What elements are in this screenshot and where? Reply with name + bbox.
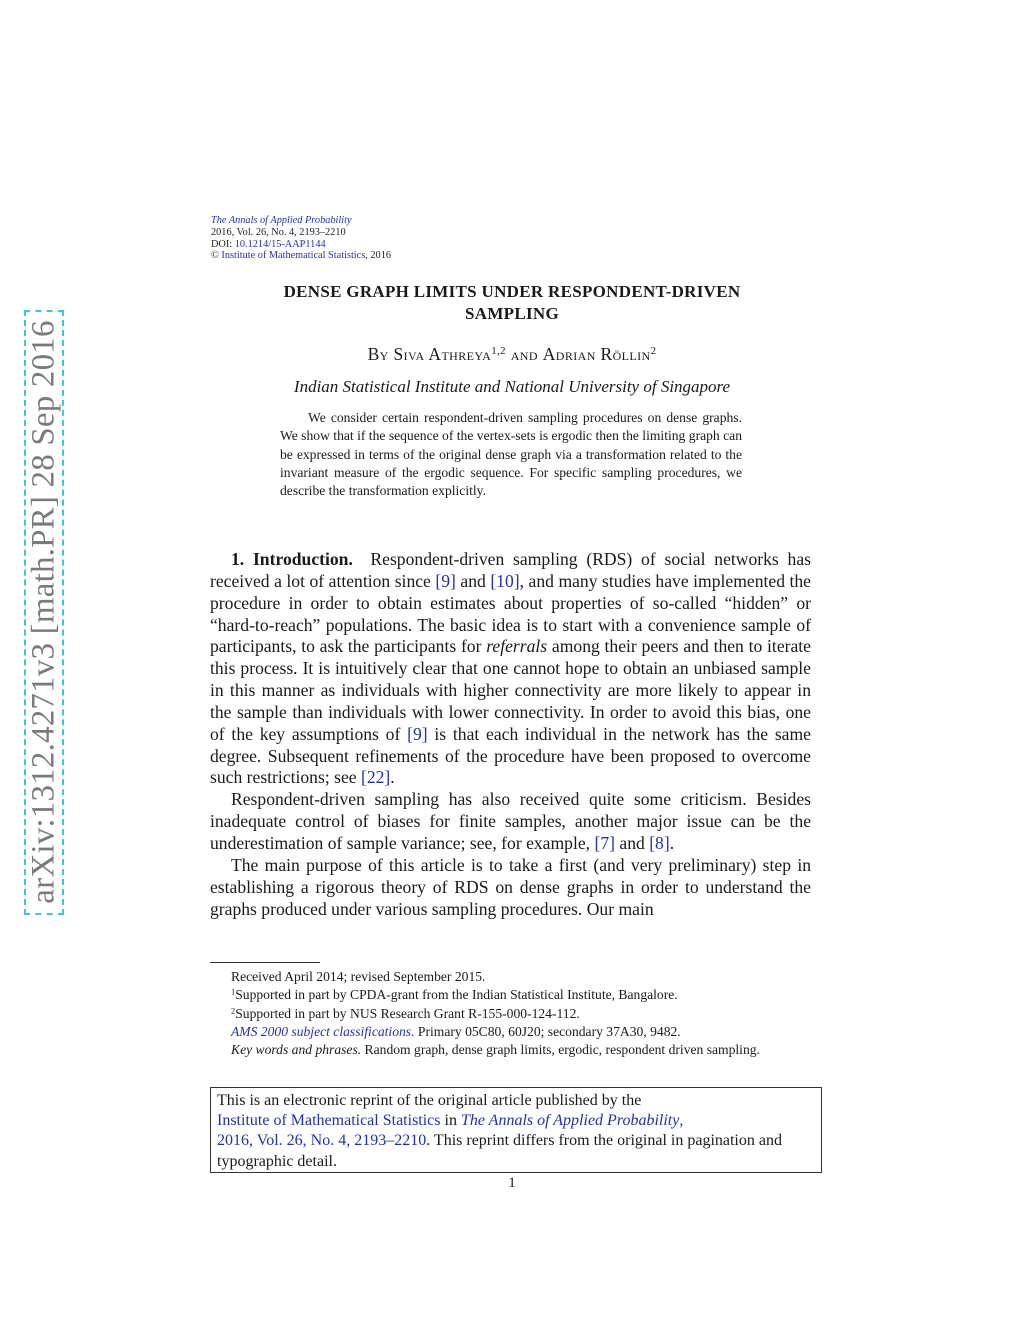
journal-link[interactable]: The Annals of Applied Probability <box>460 1112 680 1130</box>
institute-link[interactable]: Institute of Mathematical Statistics <box>217 1112 441 1130</box>
introduction-section <box>210 549 811 920</box>
ams-classification: AMS 2000 subject classifications. Primary 05C80, 60J20; secondary 37A30, 9482. <box>231 1023 681 1039</box>
footnote-1: $^1$Supported in part by CPDA-grant from the Indian Statistical Institute, Bangalore. <box>231 986 678 1003</box>
footnotes <box>210 968 811 1059</box>
author-line: By Siva Athreya$^{1,2}$ and Adrian Röllin$^2$ <box>367 344 657 364</box>
doi-link[interactable]: 10.1214/15-AAP1144 <box>234 238 326 250</box>
journal-copyright: © Institute of Mathematical Statistics, 2016 <box>211 250 391 262</box>
citation-link[interactable]: [8] <box>649 832 670 853</box>
journal-header <box>211 215 391 262</box>
journal-doi-line: DOI: 10.1214/15-AAP1144 <box>211 238 326 250</box>
paper-title: DENSE GRAPH LIMITS UNDER RESPONDENT-DRIVEN SAMPLING <box>283 282 741 323</box>
reprint-notice: This is an electronic reprint of the original article published by the Institute of Mathematical Statistics in The Annals of Applied Probability, 2016, Vol. 26, No. 4, 2193–2210. This reprint differs from the original in pagination and typographic detail. <box>210 1087 822 1173</box>
footnote-rule <box>210 962 320 963</box>
citation-link[interactable]: [9] <box>407 723 428 744</box>
journal-volume: 2016, Vol. 26, No. 4, 2193–2210 <box>211 226 346 238</box>
abstract: We consider certain respondent-driven sampling procedures on dense graphs. We show that if the sequence of the vertex-sets is ergodic then the limiting graph can be expressed in terms of the original dense graph via a transformation related to the invariant measure of the ergodic sequence. For specific sampling procedures, we describe the transformation explicitly. <box>280 410 742 499</box>
citation-link[interactable]: [22] <box>360 767 391 788</box>
author-rollin: Adrian Röllin <box>542 344 651 364</box>
author-athreya: Siva Athreya <box>393 344 492 364</box>
page-number: 1 <box>508 1175 516 1191</box>
publisher-link[interactable]: Institute of Mathematical Statistics <box>221 250 366 262</box>
intro-paragraph-3: The main purpose of this article is to take a first (and very preliminary) step in establishing a rigorous theory of RDS on dense graphs in order to understand the graphs produced under various sampling procedures. Our main <box>210 854 811 919</box>
citation-link[interactable]: [7] <box>594 832 615 853</box>
footnote-2: $^2$Supported in part by NUS Research Grant R-155-000-124-112. <box>231 1004 580 1021</box>
citation-link[interactable]: [9] <box>435 570 456 591</box>
section-heading: 1. Introduction. <box>231 549 353 569</box>
journal-name-link[interactable]: The Annals of Applied Probability <box>211 215 352 226</box>
volume-link[interactable]: 2016, Vol. 26, No. 4, 2193–2210 <box>217 1132 427 1150</box>
keywords: Key words and phrases. Random graph, dense graph limits, ergodic, respondent driven sampling. <box>231 1042 760 1058</box>
intro-paragraph-2: Respondent-driven sampling has also received quite some criticism. Besides inadequate control of biases for finite samples, another major issue can be the underestimation of sample variance; see, for example, [7] and [8]. <box>210 789 811 853</box>
arxiv-stamp: arXiv:1312.4271v3 [math.PR] 28 Sep 2016 <box>25 320 62 904</box>
affiliation: Indian Statistical Institute and National University of Singapore <box>293 377 731 396</box>
ams-classification-link[interactable]: AMS 2000 subject classifications. <box>231 1023 415 1039</box>
intro-paragraph-1: 1. Introduction. Respondent-driven sampling (RDS) of social networks has received a lot of attention since [9] and [10], and many studies have implemented the procedure in order to obtain estimates about properties of so-called “hidden” or “hard-to-reach” populations. The basic idea is to start with a convenience sample of participants, to ask the participants for referrals among their peers and then to iterate this process. It is intuitively clear that one cannot hope to obtain an unbiased sample in this manner as individuals with higher connectivity are more likely to appear in the sample than individuals with lower connectivity. In order to avoid this bias, one of the key assumptions of [9] is that each individual in the network has the same degree. Subsequent refinements of the procedure have been proposed to overcome such restrictions; see [22]. <box>210 549 811 788</box>
citation-link[interactable]: [10] <box>490 570 520 591</box>
received-dates: Received April 2014; revised September 2015. <box>231 969 486 984</box>
